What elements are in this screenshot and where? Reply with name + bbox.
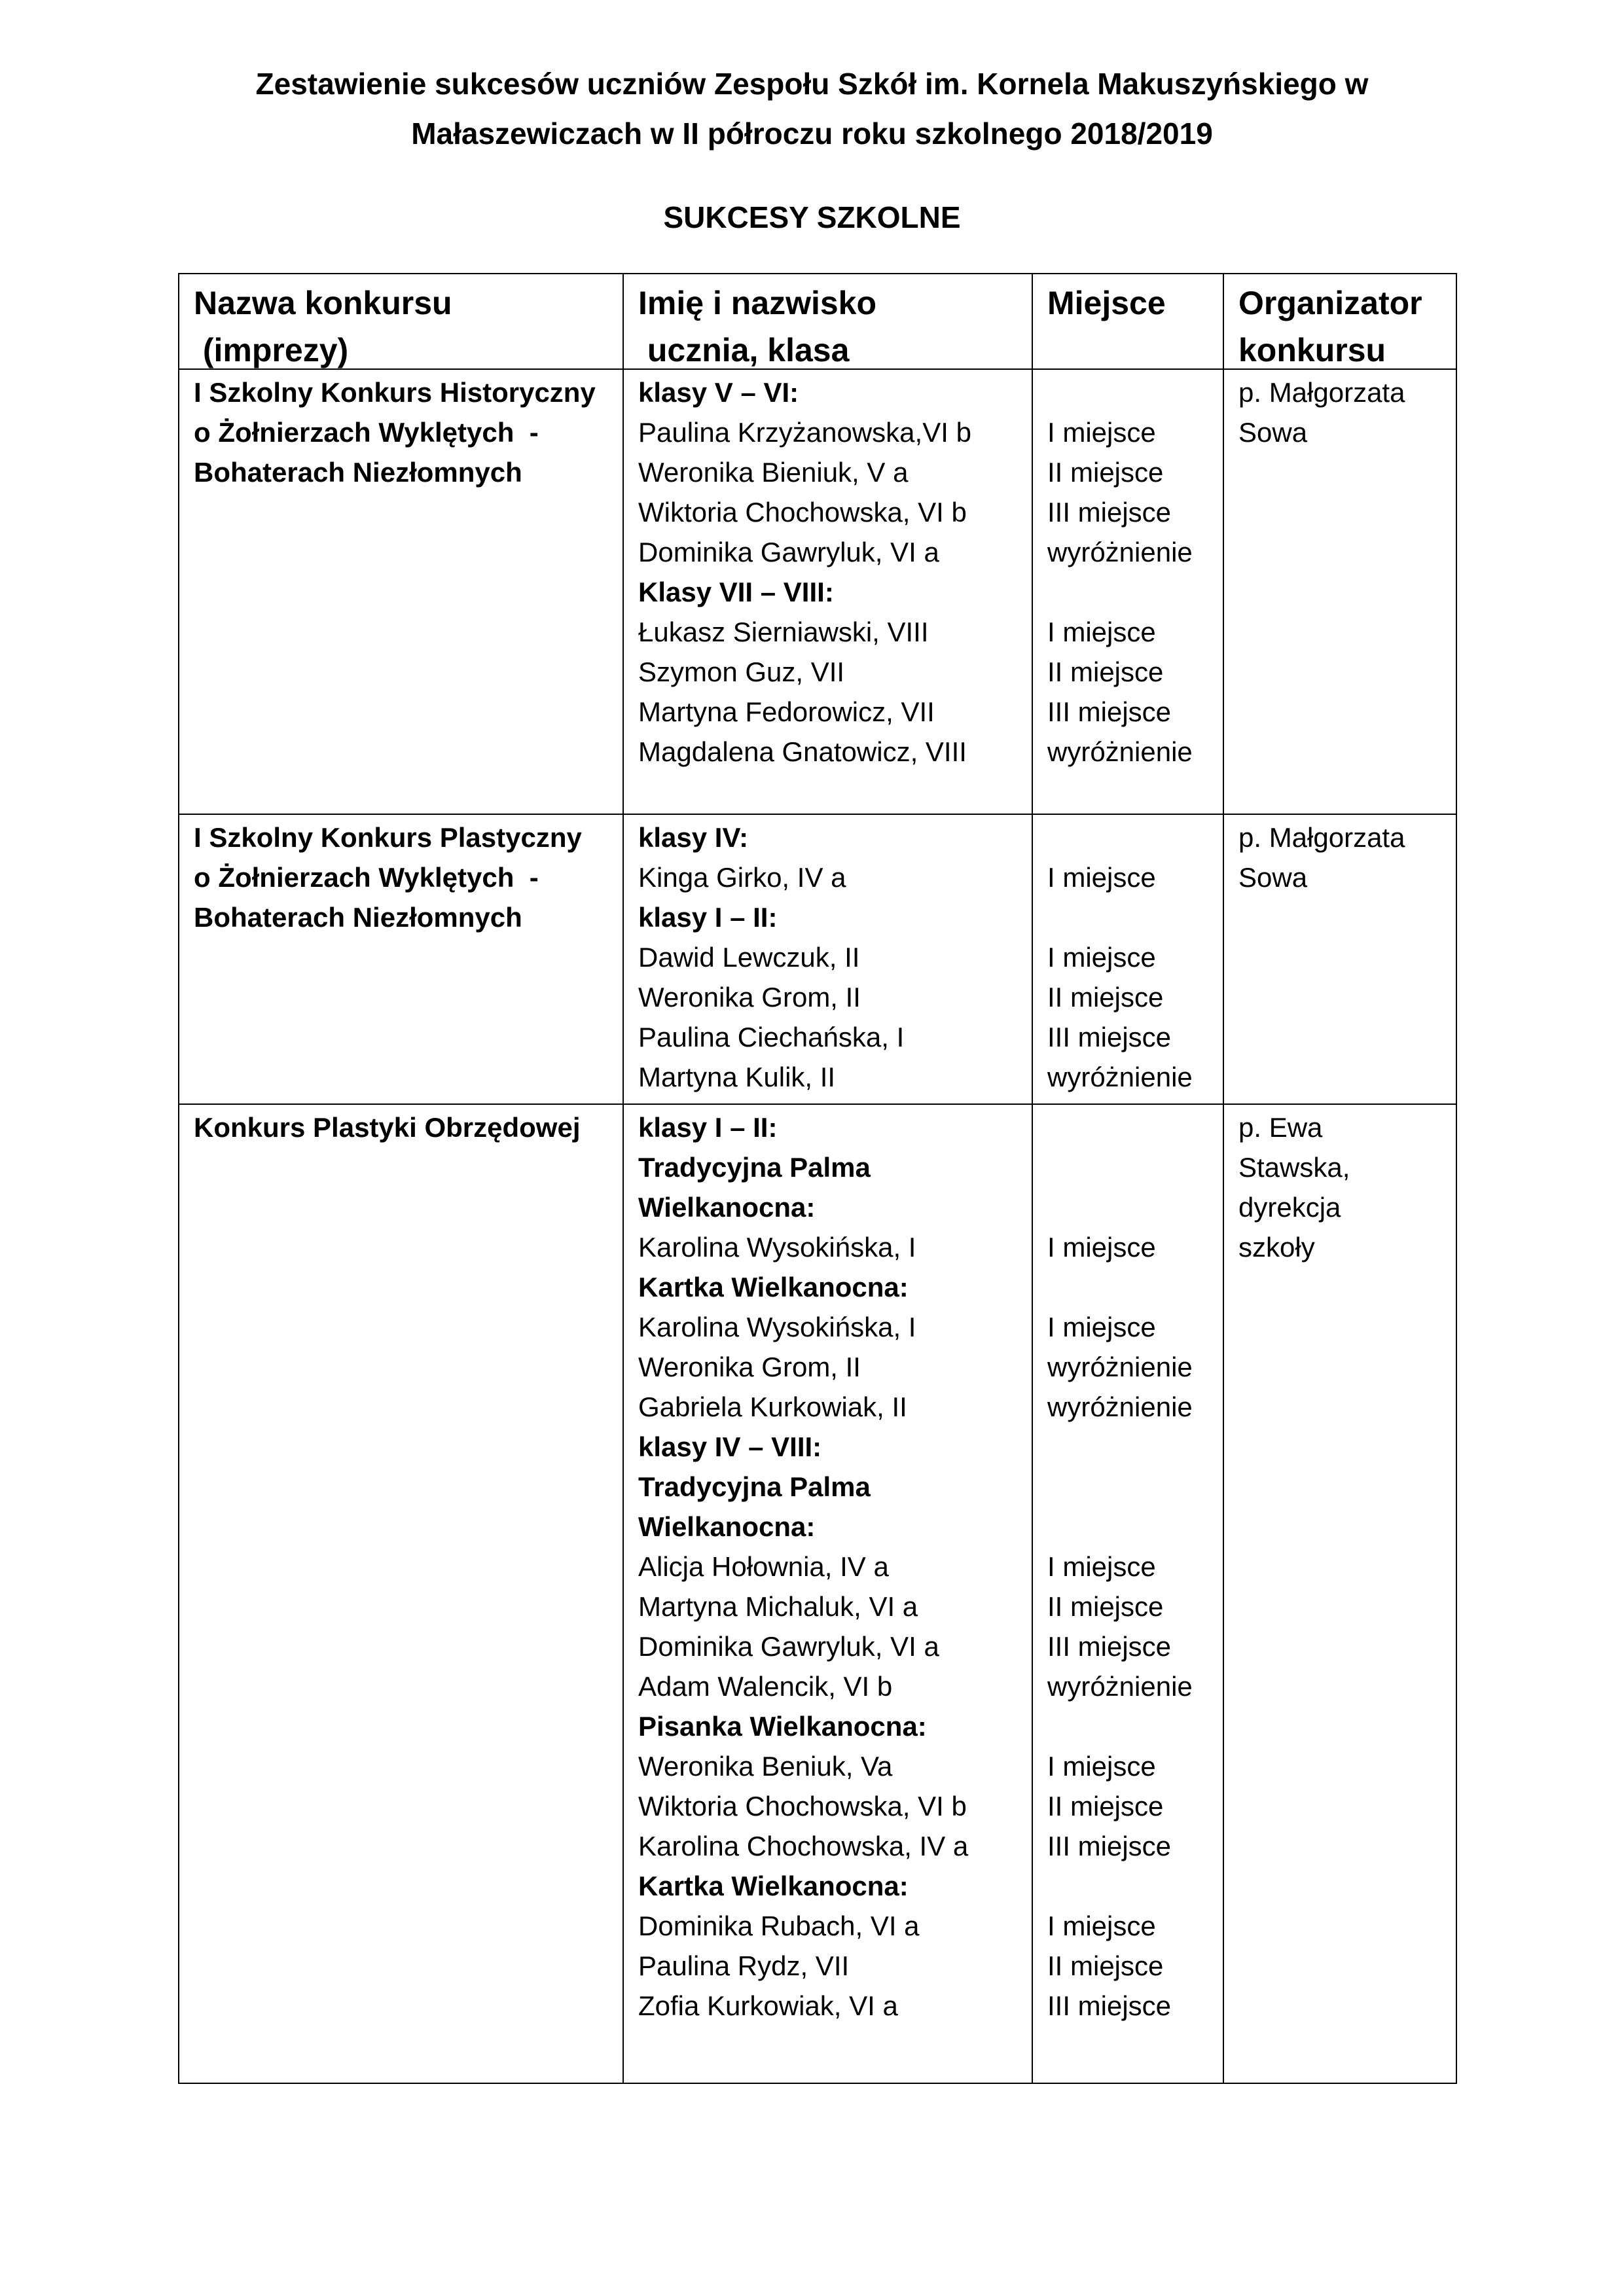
cell-text-line: wyróżnienie (1047, 736, 1193, 767)
cell-text-line: I miejsce (1047, 942, 1156, 973)
cell-text-line: II miejsce (1047, 457, 1164, 488)
cell-text-line: wyróżnienie (1047, 1391, 1193, 1422)
students-cell (623, 1104, 1032, 2083)
cell-text-line: o Żołnierzach Wyklętych - (194, 417, 539, 448)
student-entry: Wiktoria Chochowska, VI b (638, 497, 967, 528)
cell-text-line: I miejsce (1047, 617, 1156, 647)
cell-text-line: Bohaterach Niezłomnych (194, 457, 522, 488)
contest-name-cell (179, 1104, 623, 2083)
student-entry: Paulina Ciechańska, I (638, 1022, 905, 1052)
student-entry: Karolina Chochowska, IV a (638, 1831, 969, 1861)
cell-text-line: I miejsce (1047, 1910, 1156, 1941)
places-cell (1032, 1104, 1223, 2083)
cell-text-line (1047, 1187, 1216, 1227)
document-title-line-1: Zestawienie sukcesów uczniów Zespołu Szkół im. Kornela Makuszyńskiego w (255, 67, 1369, 101)
cell-text-line: I miejsce (1047, 417, 1156, 448)
student-entry: Zofia Kurkowiak, VI a (638, 1990, 898, 2021)
student-entry: Karolina Wysokińska, I (638, 1232, 916, 1263)
table-row (179, 814, 1456, 1104)
cell-text-line: I miejsce (1047, 1232, 1156, 1263)
cell-text-line: Sowa (1238, 862, 1308, 893)
header-contest-name (179, 274, 623, 369)
results-table (178, 273, 1457, 2084)
cell-text-line: I Szkolny Konkurs Plastyczny (194, 822, 582, 853)
header-label-line: Organizator (1238, 285, 1422, 321)
students-cell (623, 814, 1032, 1104)
cell-text-line (1047, 1427, 1216, 1467)
contest-name-cell (179, 369, 623, 814)
contest-name-cell (179, 814, 623, 1104)
category-label: klasy I – II: (638, 1112, 778, 1143)
category-label: Kartka Wielkanocna: (638, 1272, 909, 1302)
cell-text-line: II miejsce (1047, 656, 1164, 687)
cell-text-line: III miejsce (1047, 1990, 1172, 2021)
cell-text-line (1047, 572, 1216, 612)
cell-text-line: p. Małgorzata (1238, 377, 1405, 408)
student-entry: Martyna Michaluk, VI a (638, 1591, 918, 1622)
cell-text-line: III miejsce (1047, 497, 1172, 528)
header-label-line: Miejsce (1047, 285, 1166, 321)
cell-text-line: o Żołnierzach Wyklętych - (194, 862, 539, 893)
section-title: SUKCESY SZKOLNE (663, 200, 961, 234)
places-cell (1032, 369, 1223, 814)
cell-text-line: I miejsce (1047, 1312, 1156, 1342)
cell-text-line: Konkurs Plastyki Obrzędowej (194, 1112, 581, 1143)
header-place (1032, 274, 1223, 369)
student-entry: Martyna Kulik, II (638, 1062, 836, 1092)
category-label: Tradycyjna Palma (638, 1471, 871, 1502)
cell-text-line: II miejsce (1047, 1950, 1164, 1981)
places-cell (1032, 814, 1223, 1104)
student-entry: Dominika Rubach, VI a (638, 1910, 920, 1941)
organizer-cell (1223, 1104, 1456, 2083)
student-entry: Magdalena Gnatowicz, VIII (638, 736, 967, 767)
category-label: Klasy VII – VIII: (638, 577, 834, 607)
cell-text-line: II miejsce (1047, 982, 1164, 1013)
cell-text-line: III miejsce (1047, 1831, 1172, 1861)
cell-text-line: wyróżnienie (1047, 1352, 1193, 1382)
cell-text-line (1047, 897, 1216, 937)
category-label: Wielkanocna: (638, 1192, 816, 1223)
header-organizer (1223, 274, 1456, 369)
student-entry: Adam Walencik, VI b (638, 1671, 893, 1702)
student-entry: Alicja Hołownia, IV a (638, 1551, 889, 1582)
cell-text-line: Stawska, (1238, 1152, 1350, 1183)
cell-text-line: II miejsce (1047, 1591, 1164, 1622)
cell-text-line: I miejsce (1047, 1551, 1156, 1582)
student-entry: Wiktoria Chochowska, VI b (638, 1791, 967, 1821)
category-label: Pisanka Wielkanocna: (638, 1711, 927, 1742)
cell-text-line: dyrekcja (1238, 1192, 1341, 1223)
student-entry: Paulina Krzyżanowska,VI b (638, 417, 971, 448)
category-label: klasy I – II: (638, 902, 778, 933)
student-entry: Gabriela Kurkowiak, II (638, 1391, 907, 1422)
category-label: klasy IV – VIII: (638, 1431, 822, 1462)
table-header-row (179, 274, 1456, 369)
student-entry: Martyna Fedorowicz, VII (638, 696, 935, 727)
cell-text-line: III miejsce (1047, 696, 1172, 727)
header-label-line: konkursu (1238, 332, 1386, 368)
category-label: klasy V – VI: (638, 377, 799, 408)
student-entry: Weronika Beniuk, Va (638, 1751, 893, 1782)
cell-text-line: wyróżnienie (1047, 1671, 1193, 1702)
cell-text-line (1047, 1107, 1216, 1147)
header-student-name (623, 274, 1032, 369)
cell-text-line (1047, 1866, 1216, 1906)
cell-text-line: Sowa (1238, 417, 1308, 448)
cell-text-line: wyróżnienie (1047, 1062, 1193, 1092)
header-label-line: Imię i nazwisko (638, 285, 877, 321)
student-entry: Łukasz Sierniawski, VIII (638, 617, 929, 647)
cell-text-line: I miejsce (1047, 862, 1156, 893)
cell-text-line (1047, 1507, 1216, 1547)
cell-text-line: p. Małgorzata (1238, 822, 1405, 853)
category-label: Wielkanocna: (638, 1511, 816, 1542)
student-entry: Karolina Wysokińska, I (638, 1312, 916, 1342)
cell-text-line: III miejsce (1047, 1631, 1172, 1662)
document-title-line-2: Małaszewiczach w II półroczu roku szkolnego 2018/2019 (411, 117, 1213, 151)
cell-text-line: szkoły (1238, 1232, 1315, 1263)
header-label-line: ucznia, klasa (638, 332, 850, 368)
cell-text-line: I miejsce (1047, 1751, 1156, 1782)
cell-text-line (1047, 1467, 1216, 1507)
organizer-cell (1223, 814, 1456, 1104)
student-entry: Paulina Rydz, VII (638, 1950, 850, 1981)
header-label-line: Nazwa konkursu (194, 285, 452, 321)
cell-text-line (1047, 372, 1216, 412)
organizer-cell (1223, 369, 1456, 814)
student-entry: Dominika Gawryluk, VI a (638, 537, 939, 567)
category-label: klasy IV: (638, 822, 749, 853)
cell-text-line (1047, 817, 1216, 857)
category-label: Tradycyjna Palma (638, 1152, 871, 1183)
cell-text-line: III miejsce (1047, 1022, 1172, 1052)
student-entry: Weronika Grom, II (638, 982, 861, 1013)
cell-text-line: p. Ewa (1238, 1112, 1323, 1143)
table-row (179, 1104, 1456, 2083)
cell-text-line (1047, 1267, 1216, 1307)
student-entry: Weronika Bieniuk, V a (638, 457, 909, 488)
cell-text-line (1047, 1147, 1216, 1187)
student-entry: Kinga Girko, IV a (638, 862, 846, 893)
header-label-line: (imprezy) (194, 332, 349, 368)
table-row (179, 369, 1456, 814)
cell-text-line: I Szkolny Konkurs Historyczny (194, 377, 596, 408)
students-cell (623, 369, 1032, 814)
cell-text-line (1047, 1706, 1216, 1746)
cell-text-line: Bohaterach Niezłomnych (194, 902, 522, 933)
cell-text-line: wyróżnienie (1047, 537, 1193, 567)
cell-text-line: II miejsce (1047, 1791, 1164, 1821)
category-label: Kartka Wielkanocna: (638, 1871, 909, 1901)
student-entry: Dawid Lewczuk, II (638, 942, 860, 973)
student-entry: Szymon Guz, VII (638, 656, 845, 687)
student-entry: Weronika Grom, II (638, 1352, 861, 1382)
student-entry: Dominika Gawryluk, VI a (638, 1631, 939, 1662)
